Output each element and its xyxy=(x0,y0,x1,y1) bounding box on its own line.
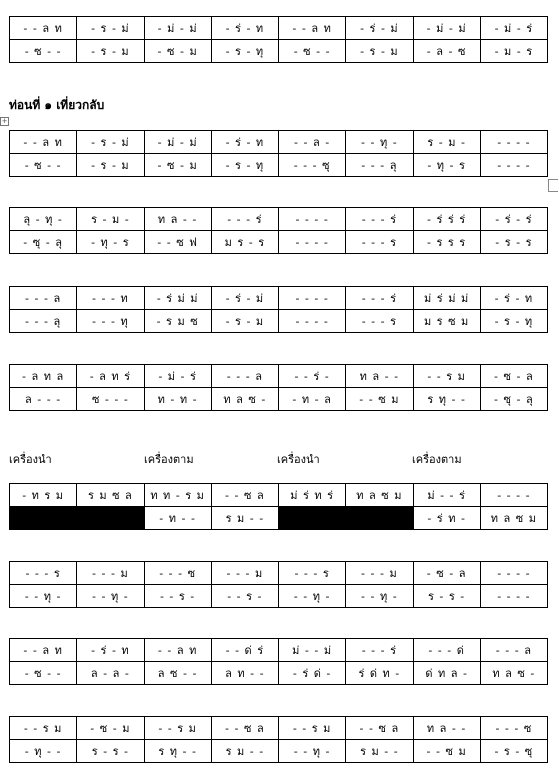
notation-cell: - - - ร่ xyxy=(346,208,413,231)
notation-cell: ม่ ร่ ท ร่ xyxy=(279,484,346,507)
notation-cell: - ร - ทุ xyxy=(480,310,547,333)
notation-cell: - ล - ซ xyxy=(413,40,480,63)
notation-row xyxy=(10,17,548,40)
notation-cell: - - ซ ล xyxy=(346,717,413,740)
notation-cell: - ซ - ม xyxy=(144,154,211,177)
notation-cell: - ร - ม่ xyxy=(77,131,144,154)
notation-cell: - - ร่ - xyxy=(279,365,346,388)
notation-cell: - - - ร xyxy=(279,562,346,585)
notation-cell: ร ม ซ ล xyxy=(77,484,144,507)
notation-row xyxy=(10,365,548,388)
notation-cell: ท ล ซ ม xyxy=(346,484,413,507)
notation-cell: - ซ - - xyxy=(10,154,77,177)
notation-cell: ท ล ซ ม xyxy=(480,507,547,530)
notation-cell: - - ร ม xyxy=(413,365,480,388)
notation-cell: - - - ม xyxy=(211,562,278,585)
notation-cell: ร ม - - xyxy=(211,740,278,763)
notation-cell: - ร - ม xyxy=(77,40,144,63)
notation-cell: - ร่ ท - xyxy=(413,507,480,530)
notation-cell: - ซ - - xyxy=(10,40,77,63)
notation-cell: - ร - ทุ xyxy=(211,40,278,63)
notation-table-4 xyxy=(9,286,548,333)
instrument-label-follow-2: เครื่องตาม xyxy=(412,453,462,466)
notation-row xyxy=(10,40,548,63)
notation-cell: - - - - xyxy=(279,287,346,310)
notation-cell: - ร่ ม่ ม่ xyxy=(144,287,211,310)
notation-row xyxy=(10,662,548,685)
notation-cell: ท ท - ร ม xyxy=(144,484,211,507)
notation-cell: - ทุ - ร xyxy=(77,231,144,254)
instrument-label-lead-2: เครื่องนำ xyxy=(277,453,320,466)
notation-row xyxy=(10,507,548,530)
notation-table-8 xyxy=(9,638,548,685)
notation-cell: - ร ร ร xyxy=(413,231,480,254)
notation-cell: - - - ร xyxy=(346,231,413,254)
notation-cell: - ร่ - ม่ xyxy=(211,287,278,310)
section-title: ท่อนที่ ๑ เที่ยวกลับ xyxy=(9,98,105,112)
notation-cell: ลุ - ทุ - xyxy=(10,208,77,231)
notation-row xyxy=(10,208,548,231)
notation-cell: - ซุ - ลุ xyxy=(10,231,77,254)
filled-cell xyxy=(346,507,413,530)
notation-cell: - ร - ซุ xyxy=(480,740,547,763)
notation-cell: - - ซ ฟ xyxy=(144,231,211,254)
notation-cell: - - ล - xyxy=(279,131,346,154)
notation-cell: - - ล ท xyxy=(144,639,211,662)
notation-cell: - - - ซ xyxy=(144,562,211,585)
notation-cell: - ร ม ซ xyxy=(144,310,211,333)
notation-cell: - - - - xyxy=(279,231,346,254)
notation-cell: - ร่ - ม่ xyxy=(346,17,413,40)
notation-cell: - - - ล xyxy=(480,639,547,662)
notation-table-6 xyxy=(9,483,548,530)
notation-cell: - - ซ ล xyxy=(211,717,278,740)
notation-row xyxy=(10,484,548,507)
notation-cell: - - ล ท xyxy=(10,17,77,40)
notation-cell: - ร่ ด่ - xyxy=(279,662,346,685)
notation-row xyxy=(10,154,548,177)
notation-cell: - - - ท xyxy=(77,287,144,310)
notation-cell: - - - ลุ xyxy=(346,154,413,177)
notation-cell: ล - - - xyxy=(10,388,77,411)
notation-cell: ร ม - - xyxy=(346,740,413,763)
notation-row xyxy=(10,740,548,763)
notation-cell: ม ร ซ ม xyxy=(413,310,480,333)
notation-row xyxy=(10,639,548,662)
notation-cell: - - ทุ - xyxy=(346,131,413,154)
notation-cell: ล - ล - xyxy=(77,662,144,685)
filled-cell xyxy=(279,507,346,530)
notation-cell: - - - ร xyxy=(10,562,77,585)
notation-cell: ร - ร - xyxy=(77,740,144,763)
notation-cell: - - - - xyxy=(480,562,547,585)
notation-cell: - ซ - - xyxy=(10,662,77,685)
notation-cell: - ม่ - ม่ xyxy=(144,131,211,154)
notation-cell: - - - ม xyxy=(77,562,144,585)
notation-cell: - - ซ ม xyxy=(413,740,480,763)
notation-cell: ซ - - - xyxy=(77,388,144,411)
notation-cell: - - ด่ ร่ xyxy=(211,639,278,662)
notation-cell: - ซ - ม xyxy=(77,717,144,740)
notation-cell: ม่ - - ร่ xyxy=(413,484,480,507)
notation-cell: - ซ - ม xyxy=(144,40,211,63)
filled-cell xyxy=(10,507,77,530)
notation-cell: - ร - ม xyxy=(77,154,144,177)
notation-cell: - ม่ - ม่ xyxy=(413,17,480,40)
notation-cell: - ร - ร xyxy=(480,231,547,254)
notation-row xyxy=(10,310,548,333)
notation-cell: - - - ร่ xyxy=(346,639,413,662)
notation-cell: ล ซ - - xyxy=(144,662,211,685)
notation-cell: - - ทุ - xyxy=(279,585,346,608)
notation-cell: - - - ลุ xyxy=(10,310,77,333)
notation-cell: - - ซ ม xyxy=(346,388,413,411)
notation-table-5 xyxy=(9,364,548,411)
notation-row xyxy=(10,287,548,310)
notation-cell: - ทุ - - xyxy=(10,740,77,763)
notation-cell: - ซ - - xyxy=(279,40,346,63)
notation-cell: - - - - xyxy=(279,310,346,333)
notation-cell: - - - ด่ xyxy=(413,639,480,662)
notation-cell: - ท - - xyxy=(144,507,211,530)
notation-cell: - ร - ม xyxy=(211,310,278,333)
notation-cell: ร ทุ - - xyxy=(144,740,211,763)
notation-cell: - - ซ ล xyxy=(211,484,278,507)
notation-cell: - ร่ - ท xyxy=(480,287,547,310)
notation-cell: - - ทุ - xyxy=(77,585,144,608)
notation-cell: - ร - ม่ xyxy=(77,17,144,40)
notation-cell: - - ร ม xyxy=(279,717,346,740)
notation-cell: ท ล - - xyxy=(346,365,413,388)
instrument-label-lead-1: เครื่องนำ xyxy=(9,453,52,466)
notation-cell: ท - ท - xyxy=(144,388,211,411)
notation-cell: - - - ล xyxy=(211,365,278,388)
notation-cell: - ร่ - ร่ xyxy=(480,208,547,231)
notation-cell: - - ร - xyxy=(144,585,211,608)
notation-cell: - - - ร่ xyxy=(211,208,278,231)
notation-cell: - ม่ - ร่ xyxy=(480,17,547,40)
notation-cell: - ซ - ล xyxy=(480,365,547,388)
notation-cell: ม่ - - ม่ xyxy=(279,639,346,662)
notation-cell: - - - ทุ xyxy=(77,310,144,333)
notation-cell: - - - ล xyxy=(10,287,77,310)
table-anchor-icon: + xyxy=(1,117,8,125)
notation-row xyxy=(10,717,548,740)
notation-cell: - - ทุ - xyxy=(10,585,77,608)
notation-cell: - - - - xyxy=(480,154,547,177)
notation-table-1 xyxy=(9,16,548,63)
notation-cell: - - ทุ - xyxy=(346,585,413,608)
notation-cell: - ซุ - ลุ xyxy=(480,388,547,411)
notation-cell: - - ร - xyxy=(211,585,278,608)
notation-cell: ร ม - - xyxy=(211,507,278,530)
notation-cell: - ท - ล xyxy=(279,388,346,411)
notation-cell: ร่ ด่ ท - xyxy=(346,662,413,685)
notation-cell: ท ล ซ - xyxy=(211,388,278,411)
notation-cell: - - ล ท xyxy=(279,17,346,40)
notation-cell: - - ล ท xyxy=(10,639,77,662)
notation-cell: - ท ร ม xyxy=(10,484,77,507)
notation-cell: - - ทุ - xyxy=(279,740,346,763)
notation-cell: - - - ซ xyxy=(480,717,547,740)
notation-cell: ร ทุ - - xyxy=(413,388,480,411)
notation-cell: - - - - xyxy=(480,585,547,608)
notation-cell: ม่ ร่ ม่ ม่ xyxy=(413,287,480,310)
notation-cell: ร - ม - xyxy=(413,131,480,154)
filled-cell xyxy=(77,507,144,530)
instrument-label-follow-1: เครื่องตาม xyxy=(144,453,194,466)
notation-cell: ล ท - - xyxy=(211,662,278,685)
notation-cell: - ร่ - ท xyxy=(211,131,278,154)
notation-cell: - - ร ม xyxy=(144,717,211,740)
notation-cell: - ร่ ร่ ร่ xyxy=(413,208,480,231)
notation-cell: - ร - ม xyxy=(346,40,413,63)
notation-cell: ท ล - - xyxy=(144,208,211,231)
notation-cell: - - ล ท xyxy=(10,131,77,154)
notation-row xyxy=(10,231,548,254)
notation-table-2 xyxy=(9,130,548,177)
notation-cell: - - ร ม xyxy=(10,717,77,740)
notation-row xyxy=(10,562,548,585)
notation-row xyxy=(10,388,548,411)
notation-table-3 xyxy=(9,207,548,254)
notation-cell: - - - ม xyxy=(346,562,413,585)
notation-row xyxy=(10,585,548,608)
notation-cell: - ซ - ล xyxy=(413,562,480,585)
notation-cell: - - - ซุ xyxy=(279,154,346,177)
notation-row xyxy=(10,131,548,154)
notation-cell: - ร่ - ท xyxy=(211,17,278,40)
notation-cell: ท ล - - xyxy=(413,717,480,740)
notation-cell: - ล ท ร่ xyxy=(77,365,144,388)
notation-cell: - ทุ - ร xyxy=(413,154,480,177)
notation-cell: - - - - xyxy=(480,131,547,154)
notation-cell: ด่ ท ล - xyxy=(413,662,480,685)
notation-cell: - ม่ - ร่ xyxy=(144,365,211,388)
notation-cell: ร - ม - xyxy=(77,208,144,231)
margin-marker-icon xyxy=(548,179,558,192)
notation-cell: - - - - xyxy=(480,484,547,507)
notation-cell: - - - ร่ xyxy=(346,287,413,310)
notation-table-7 xyxy=(9,561,548,608)
notation-cell: ร - ร - xyxy=(413,585,480,608)
notation-cell: ท ล ซ - xyxy=(480,662,547,685)
notation-cell: - ล ท ล xyxy=(10,365,77,388)
notation-cell: - - - - xyxy=(279,208,346,231)
notation-cell: - - - ร xyxy=(346,310,413,333)
notation-cell: - ร - ทุ xyxy=(211,154,278,177)
notation-cell: ม ร - ร xyxy=(211,231,278,254)
notation-cell: - ม่ - ม่ xyxy=(144,17,211,40)
notation-cell: - ม - ร xyxy=(480,40,547,63)
notation-cell: - ร่ - ท xyxy=(77,639,144,662)
notation-table-9 xyxy=(9,716,548,763)
